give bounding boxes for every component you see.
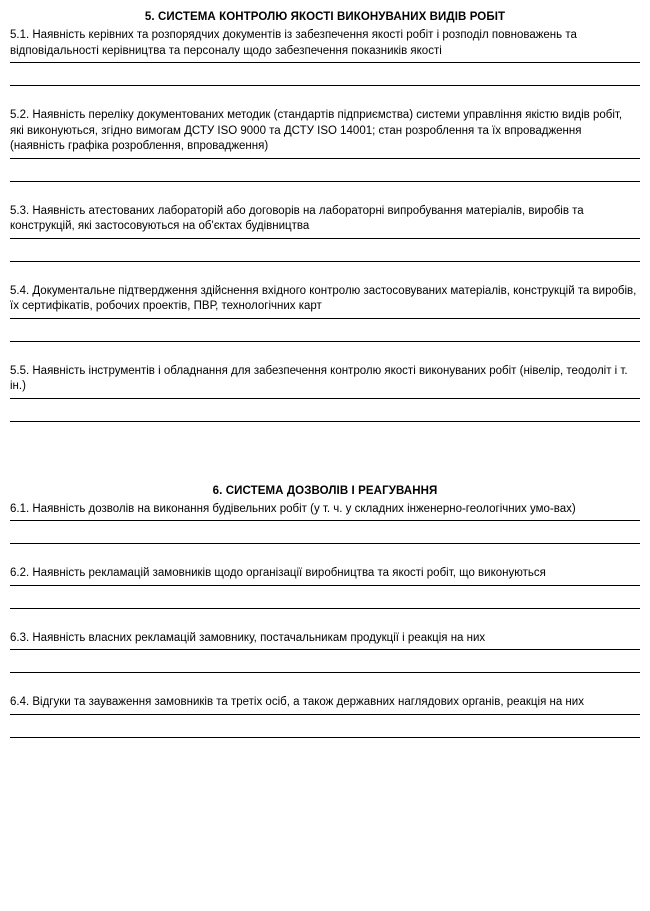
answer-line[interactable] <box>10 318 640 319</box>
answer-line[interactable] <box>10 737 640 738</box>
form-item-5-4 <box>10 284 640 342</box>
section-title: 6. СИСТЕМА ДОЗВОЛІВ І РЕАГУВАННЯ <box>212 484 438 497</box>
answer-line[interactable] <box>10 85 640 86</box>
item-label: 5.4. Документальне підтвердження здійснення вхідного контролю застосовуваних матеріалів, конструкцій та виробів, їх сертифікатів, робочих проектів, ПВР, технологічних карт <box>10 284 640 312</box>
answer-lines[interactable] <box>10 520 640 544</box>
form-item-5-2 <box>10 108 640 182</box>
section-permits-response <box>10 484 640 738</box>
section-quality-control <box>10 10 640 422</box>
answer-line[interactable] <box>10 543 640 544</box>
item-label: 5.1. Наявність керівних та розпорядчих документів із забезпечення якості робіт і розподіл повноважень та відповідальності керівництва та персоналу щодо забезпечення показників якості <box>10 29 581 57</box>
answer-line[interactable] <box>10 520 640 521</box>
form-item-6-3 <box>10 631 640 674</box>
item-label: 6.3. Наявність власних рекламацій замовнику, постачальникам продукції і реакція на них <box>10 631 486 644</box>
answer-line[interactable] <box>10 421 640 422</box>
form-item-6-4 <box>10 695 640 738</box>
answer-lines[interactable] <box>10 714 640 738</box>
answer-line[interactable] <box>10 608 640 609</box>
answer-line[interactable] <box>10 398 640 399</box>
item-label: 6.4. Відгуки та зауваження замовників та третіх осіб, а також державних наглядових органів, реакція на них <box>10 696 584 708</box>
answer-lines[interactable] <box>10 62 640 86</box>
form-item-5-5 <box>10 364 640 422</box>
answer-line[interactable] <box>10 181 640 182</box>
item-label: 5.5. Наявність інструментів і обладнання для забезпечення контролю якості виконуваних робіт (нівелір, теодоліт і т. ін.) <box>10 364 631 392</box>
section-spacer <box>10 444 640 484</box>
form-item-6-2 <box>10 566 640 609</box>
answer-line[interactable] <box>10 238 640 239</box>
form-item-5-1 <box>10 28 640 86</box>
answer-line[interactable] <box>10 585 640 586</box>
answer-lines[interactable] <box>10 398 640 422</box>
answer-line[interactable] <box>10 158 640 159</box>
item-label: 6.2. Наявність рекламацій замовників щодо організації виробництва та якості робіт, що виконуються <box>10 567 546 579</box>
answer-line[interactable] <box>10 261 640 262</box>
form-item-5-3 <box>10 204 640 262</box>
answer-line[interactable] <box>10 341 640 342</box>
answer-lines[interactable] <box>10 318 640 342</box>
answer-line[interactable] <box>10 649 640 650</box>
answer-lines[interactable] <box>10 158 640 182</box>
answer-lines[interactable] <box>10 585 640 609</box>
answer-lines[interactable] <box>10 649 640 673</box>
answer-line[interactable] <box>10 62 640 63</box>
form-item-6-1 <box>10 502 640 545</box>
item-label: 6.1. Наявність дозволів на виконання будівельних робіт (у т. ч. у складних інженерно-геологічних умо-вах) <box>10 502 576 515</box>
answer-lines[interactable] <box>10 238 640 262</box>
answer-line[interactable] <box>10 672 640 673</box>
answer-line[interactable] <box>10 714 640 715</box>
section-title: 5. СИСТЕМА КОНТРОЛЮ ЯКОСТІ ВИКОНУВАНИХ ВИДІВ РОБІТ <box>144 11 506 23</box>
item-label: 5.3. Наявність атестованих лабораторій або договорів на лабораторні випробування матеріалів, виробів та конструкцій, які застосовуються на об'єктах будівництва <box>10 204 587 232</box>
item-label: 5.2. Наявність переліку документованих методик (стандартів підприємства) системи управління якістю видів робіт, які виконуються, згідно вимогам ДСТУ ISO 9000 та ДСТУ ISO 14001; стан розроблення та їх впровадження (наявність графіка розроблення, впровадження) <box>10 109 626 152</box>
